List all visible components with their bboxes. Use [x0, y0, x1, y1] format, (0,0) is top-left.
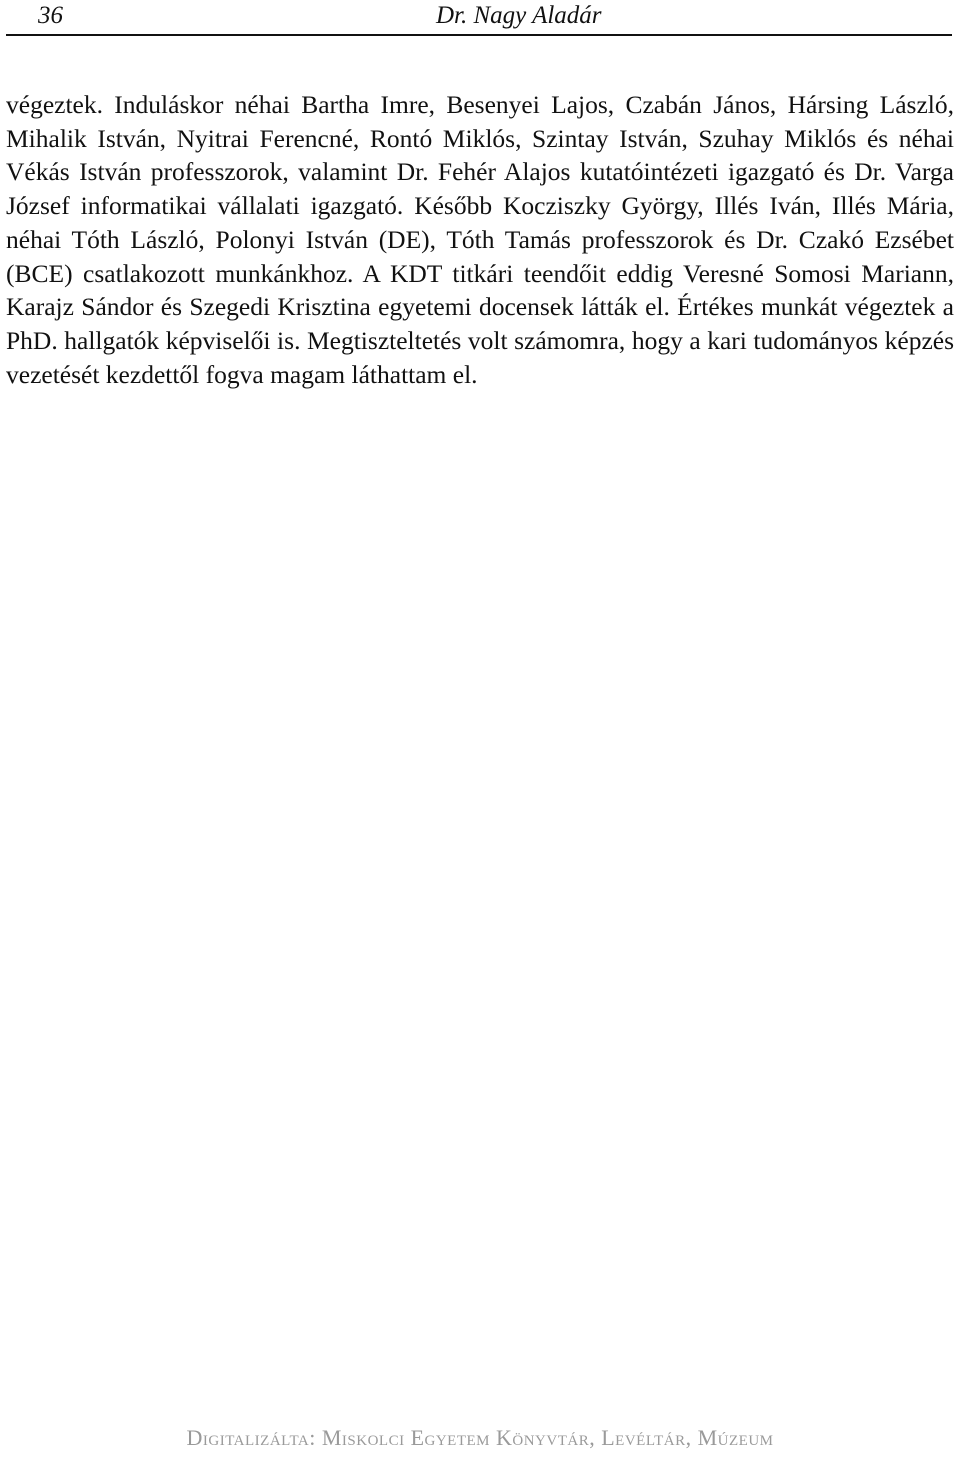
- page-number: 36: [38, 2, 63, 29]
- digitization-watermark: Digitalizálta: Miskolci Egyetem Könyvtár, Levéltár, Múzeum: [186, 1425, 774, 1450]
- page-header: [6, 0, 952, 36]
- running-title: Dr. Nagy Aladár: [436, 2, 602, 29]
- body-paragraph: végeztek. Induláskor néhai Bartha Imre, Besenyei Lajos, Czabán János, Hársing László, Mihalik István, Nyitrai Ferencné, Rontó Miklós, Szintay István, Szuhay Miklós és néhai Vékás István professzorok, valamint Dr. Fehér Alajos kutatóintézeti igazgató és Dr. Varga József informatikai vállalati igazgató. Később Kocziszky György, Illés Iván, Illés Mária, néhai Tóth László, Polonyi István (DE), Tóth Tamás professzorok és Dr. Czakó Ezsébet (BCE) csatlakozott munkánkhoz. A KDT titkári teendőit eddig Veresné Somosi Mariann, Karajz Sándor és Szegedi Krisztina egyetemi docensek látták el. Értékes munkát végeztek a PhD. hallgatók képviselői is. Megtiszteltetés volt számomra, hogy a kari tudományos képzés vezetését kezdettől fogva magam láthattam el.: [6, 90, 954, 389]
